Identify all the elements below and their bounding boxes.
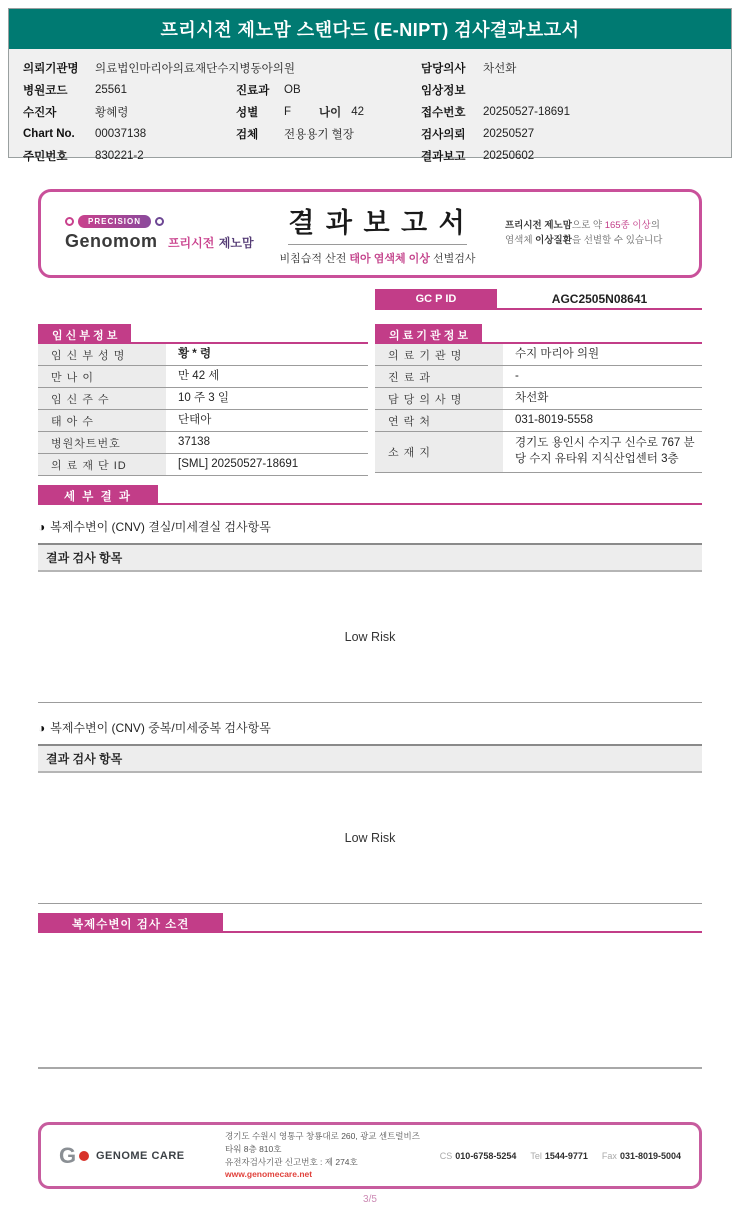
field-value: 의료법인마리아의료재단수지병동아의원	[95, 63, 295, 75]
footer-address-line2: 유전자검사기관 신고번호 : 제 274호	[225, 1156, 358, 1167]
field-label: 검체	[236, 129, 259, 141]
contact-item	[530, 1151, 588, 1161]
row-value: 37138	[178, 435, 210, 448]
contact-label: Tel	[530, 1150, 542, 1161]
field-value: 20250527-18691	[483, 106, 570, 118]
request-info-col2	[236, 79, 364, 145]
cnv-duplication-result: Low Risk	[38, 773, 702, 904]
field-value: 00037138	[95, 128, 147, 140]
page-number: 3/5	[363, 1194, 377, 1205]
footer-website-link: www.genomecare.net	[225, 1169, 313, 1180]
result-table-header: 결과 검사 항목	[38, 543, 702, 572]
genome-care-logo	[59, 1144, 209, 1168]
logo-red-dot-icon	[79, 1151, 89, 1161]
field-label: Chart No.	[23, 128, 75, 140]
footer-contacts	[440, 1151, 681, 1161]
table-row	[38, 410, 368, 432]
mother-info-table	[38, 324, 368, 476]
info-tables	[38, 324, 702, 476]
note-text: 으로 약	[571, 220, 605, 232]
row-label: 임 신 부 성 명	[38, 344, 166, 365]
details-section-header	[38, 485, 702, 505]
field-label: 수진자	[23, 107, 57, 119]
row-label: 만 나 이	[38, 366, 166, 387]
contact-value: 010-6758-5254	[455, 1150, 517, 1161]
field-label: 나이	[319, 107, 342, 119]
field-value: 20250602	[483, 150, 535, 162]
clinic-info-header	[375, 324, 702, 344]
gcp-id-row	[375, 289, 702, 310]
table-row	[38, 432, 368, 454]
request-info-area	[9, 49, 731, 163]
field-label: 성별	[236, 107, 259, 119]
report-title: 결 과 보 고 서	[288, 208, 467, 238]
row-value: 10 주 3 일	[178, 391, 229, 404]
note-text: 을 선별할 수 있습니다	[571, 234, 663, 246]
table-row	[375, 366, 702, 388]
note-text: 의	[650, 220, 660, 232]
row-label: 임 신 주 수	[38, 388, 166, 409]
logo-g-letter: G	[59, 1142, 76, 1168]
field-value: 25561	[95, 84, 127, 96]
field-value: 20250527	[483, 128, 535, 140]
gcp-id-value: AGC2505N08641	[497, 289, 702, 308]
footer-frame	[38, 1122, 702, 1189]
field-label: 검사의뢰	[421, 129, 466, 141]
row-label: 의 료 재 단 ID	[38, 454, 166, 475]
row-label: 병원차트번호	[38, 432, 166, 453]
subtitle-prefix: 비침습적 산전	[279, 253, 350, 265]
cnv-deletion-result: Low Risk	[38, 572, 702, 703]
gcp-id-label: GC P ID	[375, 289, 497, 308]
table-row	[38, 366, 368, 388]
mother-info-title: 임 신 부 정 보	[38, 324, 131, 344]
note-bold: 프리시전 제노맘	[505, 220, 572, 232]
title-divider	[288, 244, 468, 245]
report-body	[38, 189, 702, 1205]
brand-kr-genomom: 제노맘	[218, 236, 254, 250]
cnv-deletion-heading	[38, 518, 702, 535]
precision-badge	[65, 215, 250, 228]
row-label: 의 료 기 관 명	[375, 344, 503, 365]
row-value: 경기도 용인시 수지구 신수로 767 분당 수지 유타워 지식산업센터 3층	[515, 437, 695, 465]
note-highlight: 165종 이상	[604, 220, 651, 232]
table-row	[375, 410, 702, 432]
field-row	[421, 57, 570, 79]
brand-name: Genomom	[65, 231, 158, 251]
row-label: 태 아 수	[38, 410, 166, 431]
row-value: -	[515, 369, 519, 382]
row-label: 소 재 지	[375, 432, 503, 472]
cnv-duplication-heading	[38, 719, 702, 736]
cnv-duplication-heading-text: 복제수변이 (CNV) 중복/미세중복 검사항목	[50, 721, 271, 735]
field-row	[421, 79, 570, 101]
request-info-col3	[421, 57, 570, 167]
field-label: 결과보고	[421, 151, 466, 163]
field-row	[23, 57, 295, 79]
contact-label: CS	[439, 1150, 453, 1161]
half-circle-icon: ◑	[38, 519, 46, 534]
row-value: 만 42 세	[178, 369, 220, 382]
field-label: 의뢰기관명	[23, 63, 79, 75]
field-value: 차선화	[483, 63, 517, 75]
subtitle-highlight: 태아 염색체 이상	[349, 253, 430, 265]
precision-left-dot-icon	[65, 217, 74, 226]
findings-section-title: 복제수변이 검사 소견	[38, 913, 223, 933]
field-row	[421, 101, 570, 123]
footer-address-line1: 경기도 수원시 영통구 창룡대로 260, 광교 센트럴비즈타워 8층 810호	[225, 1131, 420, 1154]
table-row	[375, 432, 702, 473]
clinic-info-title: 의 료 기 관 정 보	[375, 324, 482, 344]
findings-section-header	[38, 913, 702, 933]
cnv-deletion-heading-text: 복제수변이 (CNV) 결실/미세결실 검사항목	[50, 520, 271, 534]
report-note-line1	[505, 219, 675, 233]
field-label: 주민번호	[23, 151, 68, 163]
row-label: 담 당 의 사 명	[375, 388, 503, 409]
genome-care-logo-icon	[59, 1144, 89, 1168]
contact-item	[602, 1151, 681, 1161]
details-section-title: 세 부 결 과	[38, 485, 158, 505]
report-note	[505, 219, 675, 248]
field-value: F	[284, 106, 292, 118]
field-value: OB	[284, 84, 301, 96]
footer-address	[225, 1130, 424, 1181]
field-value: 830221-2	[95, 150, 144, 162]
note-bold: 이상질환	[535, 234, 572, 246]
table-row	[38, 344, 368, 366]
row-value: 031-8019-5558	[515, 413, 594, 426]
genomom-logo	[65, 215, 254, 252]
mother-info-header	[38, 324, 368, 344]
row-value: 단태아	[178, 413, 212, 426]
brand-kr-precision: 프리시전	[167, 236, 215, 250]
field-row	[236, 79, 364, 101]
contact-value: 1544-9771	[544, 1150, 588, 1161]
field-row	[421, 145, 570, 167]
report-title-frame	[38, 189, 702, 278]
half-circle-icon: ◑	[38, 720, 46, 735]
report-subtitle	[280, 250, 476, 266]
field-row	[421, 123, 570, 145]
row-label: 진 료 과	[375, 366, 503, 387]
field-row	[236, 101, 364, 123]
table-row	[38, 454, 368, 476]
result-table-header: 결과 검사 항목	[38, 744, 702, 773]
row-value: 차선화	[515, 391, 549, 404]
contact-value: 031-8019-5004	[619, 1150, 681, 1161]
field-row	[236, 123, 364, 145]
contact-item	[440, 1151, 517, 1161]
field-value: 42	[351, 106, 365, 118]
field-label: 병원코드	[23, 85, 68, 97]
field-label: 담당의사	[421, 63, 466, 75]
precision-badge-label: PRECISION	[78, 215, 151, 228]
field-value: 전용용기 혈장	[284, 129, 354, 141]
field-label: 진료과	[236, 85, 270, 97]
table-row	[375, 344, 702, 366]
subtitle-suffix: 선별검사	[429, 253, 476, 265]
row-value: 수지 마리아 의원	[515, 347, 600, 360]
genome-care-name: GENOME CARE	[96, 1149, 185, 1162]
contact-label: Fax	[601, 1150, 617, 1161]
precision-right-dot-icon	[155, 217, 164, 226]
row-label: 연 락 처	[375, 410, 503, 431]
page-title: 프리시전 제노맘 스탠다드 (E-NIPT) 검사결과보고서	[9, 9, 731, 49]
field-label: 임상정보	[421, 85, 466, 97]
brand-row	[65, 231, 254, 252]
findings-empty-area	[38, 933, 702, 1069]
report-title-block	[280, 201, 476, 266]
field-value: 황혜령	[95, 107, 129, 119]
note-text: 염색체	[505, 234, 536, 246]
field-label: 접수번호	[421, 107, 466, 119]
field-row	[23, 145, 295, 167]
row-value: [SML] 20250527-18691	[178, 457, 299, 470]
request-header-block	[8, 8, 732, 163]
table-row	[38, 388, 368, 410]
row-value: 황 * 령	[178, 347, 212, 360]
clinic-info-table	[375, 324, 702, 476]
report-note-line2	[505, 234, 675, 248]
table-row	[375, 388, 702, 410]
